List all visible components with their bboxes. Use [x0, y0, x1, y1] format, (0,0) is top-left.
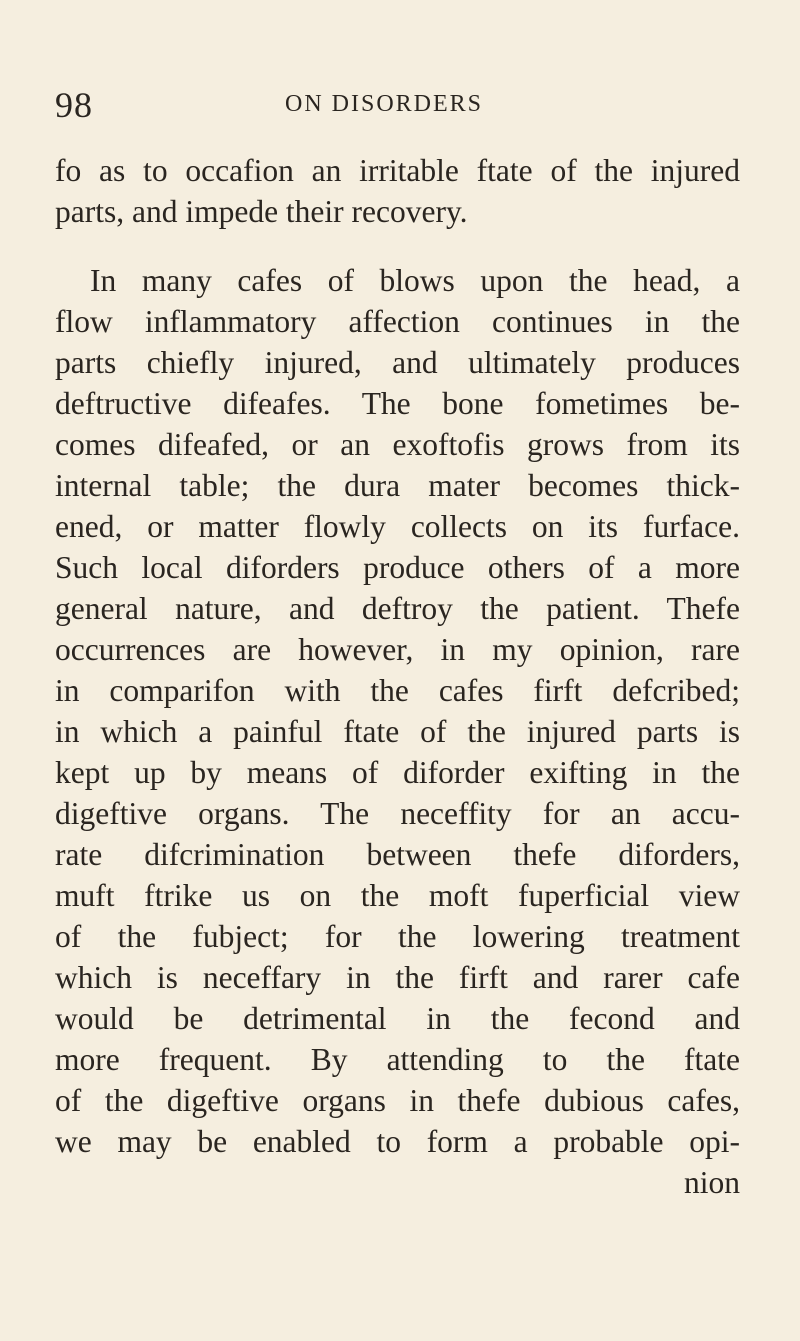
text-line: in which a painful ftate of the injured parts is: [55, 714, 740, 749]
text-line: general nature, and deftroy the patient. Thefe: [55, 591, 740, 626]
text-line: fo as to occafion an irritable ftate of the injured: [55, 153, 740, 188]
text-line: parts, and impede their recovery.: [55, 194, 468, 229]
text-line: which is neceffary in the firft and rarer cafe: [55, 960, 740, 995]
text-line: In many cafes of blows upon the head, a: [90, 263, 740, 298]
text-line: comes difeafed, or an exoftofis grows from its: [55, 427, 740, 462]
text-line: kept up by means of diforder exifting in the: [55, 755, 740, 790]
text-line: flow inflammatory affection continues in the: [55, 304, 740, 339]
text-line: we may be enabled to form a probable opi-: [55, 1124, 740, 1159]
text-line: Such local diforders produce others of a more: [55, 550, 740, 585]
body-text: [55, 150, 740, 1203]
paragraph-gap: [55, 232, 740, 260]
page-number: 98: [55, 85, 93, 125]
text-line: muft ftrike us on the moft fuperficial view: [55, 878, 740, 913]
text-line: more frequent. By attending to the ftate: [55, 1042, 740, 1077]
page-header: [55, 84, 745, 124]
text-line: in comparifon with the cafes firft defcribed;: [55, 673, 740, 708]
text-line: ened, or matter flowly collects on its furface.: [55, 509, 740, 544]
text-line: deftructive difeafes. The bone fometimes be-: [55, 386, 740, 421]
text-line: would be detrimental in the fecond and: [55, 1001, 740, 1036]
text-line: parts chiefly injured, and ultimately produces: [55, 345, 740, 380]
text-line: of the fubject; for the lowering treatment: [55, 919, 740, 954]
text-line: rate difcrimination between thefe diforders,: [55, 837, 740, 872]
text-line: of the digeftive organs in thefe dubious cafes,: [55, 1083, 740, 1118]
running-head: ON DISORDERS: [285, 91, 484, 117]
text-line: digeftive organs. The neceffity for an accu-: [55, 796, 740, 831]
text-line: internal table; the dura mater becomes thick-: [55, 468, 740, 503]
text-line: occurrences are however, in my opinion, rare: [55, 632, 740, 667]
catchword: nion: [683, 1165, 740, 1200]
